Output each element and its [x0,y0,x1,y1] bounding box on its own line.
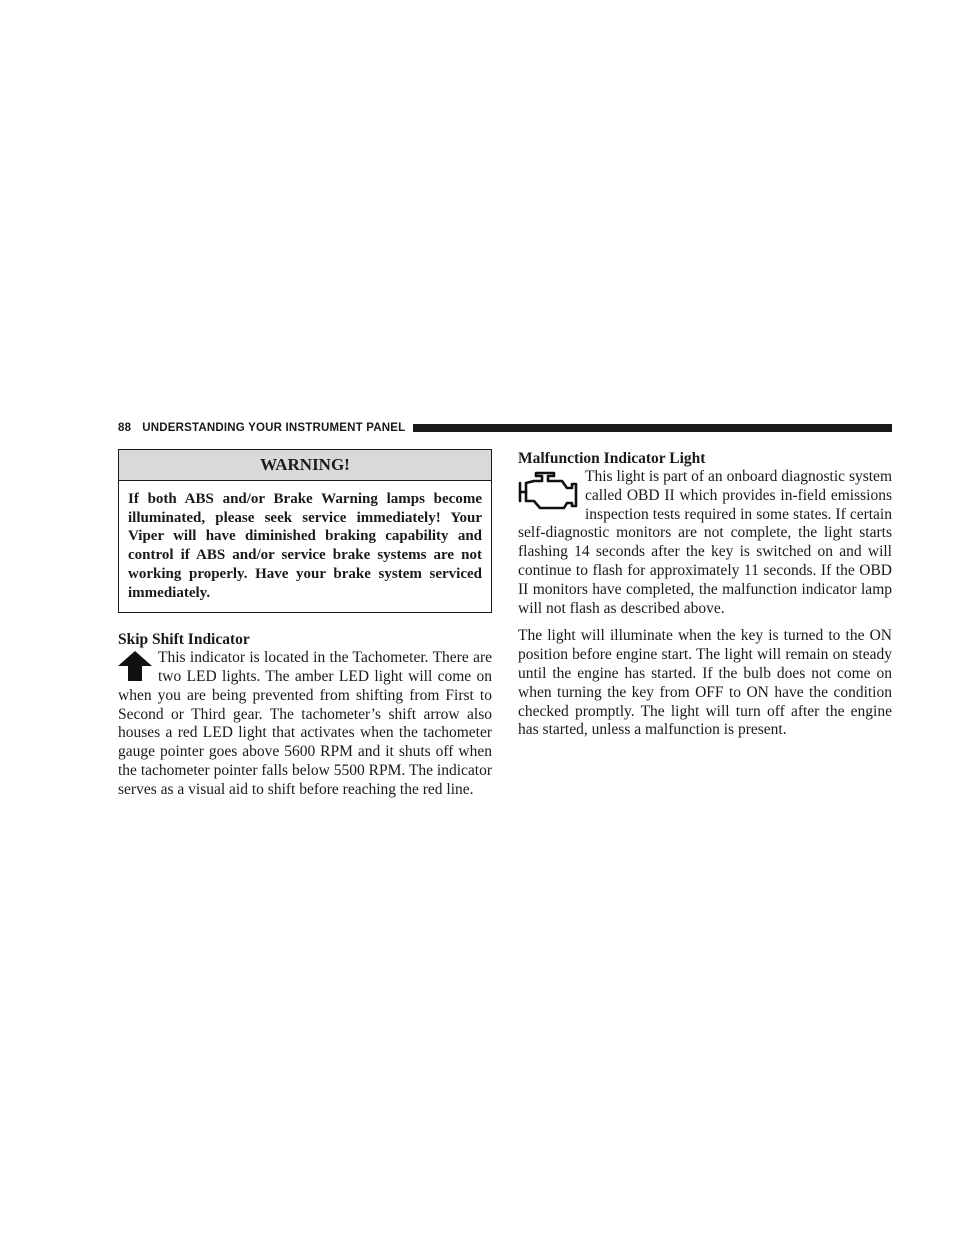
page-number: 88 [118,422,132,434]
right-column [518,449,892,740]
malfunction-body-1: This light is part of an onboard diagnostic system called OBD II which provides in-field emissions inspection tests required in some states. If certain self-diagnostic monitors are not complete, the light starts flashing 14 seconds after the key is switched on and will continue to flash for approximately 11 seconds. If the OBD II monitors have completed, the malfunction indicator lamp will not flash as described above. [518,468,892,617]
malfunction-body-2: The light will illuminate when the key is turned to the ON position before engine start. The light will remain on steady until the engine has started. If the bulb does not come on when turning the key from OFF to ON have the condition checked promptly. The light will turn off after the engine has started, unless a malfunction is present. [518,627,892,739]
warning-body: If both ABS and/or Brake Warning lamps become illuminated, please seek service immediately! Your Viper will have diminished braking capability and control if ABS and/or service brake systems are not working properly. Have your brake system serviced immediately. [128,491,482,601]
header-rule [413,424,892,432]
warning-title: WARNING! [119,450,491,481]
left-column [118,449,492,800]
skip-shift-heading: Skip Shift Indicator [118,631,250,649]
up-arrow-icon [118,651,152,681]
malfunction-heading: Malfunction Indicator Light [518,450,706,467]
section-title: UNDERSTANDING YOUR INSTRUMENT PANEL [142,422,406,434]
skip-shift-body: This indicator is located in the Tachometer. There are two LED lights. The amber LED light will come on when you are being prevented from shifting from First to Second or Third gear. The tachometer’s shift arrow also houses a red LED light that activates when the tachometer gauge pointer goes above 5600 RPM and it shuts off when the tachometer pointer falls below 5500 RPM. The indicator serves as a visual aid to shift before reaching the red line. [118,649,492,798]
warning-box [118,449,492,613]
check-engine-icon [518,470,578,514]
page-header [118,419,892,437]
